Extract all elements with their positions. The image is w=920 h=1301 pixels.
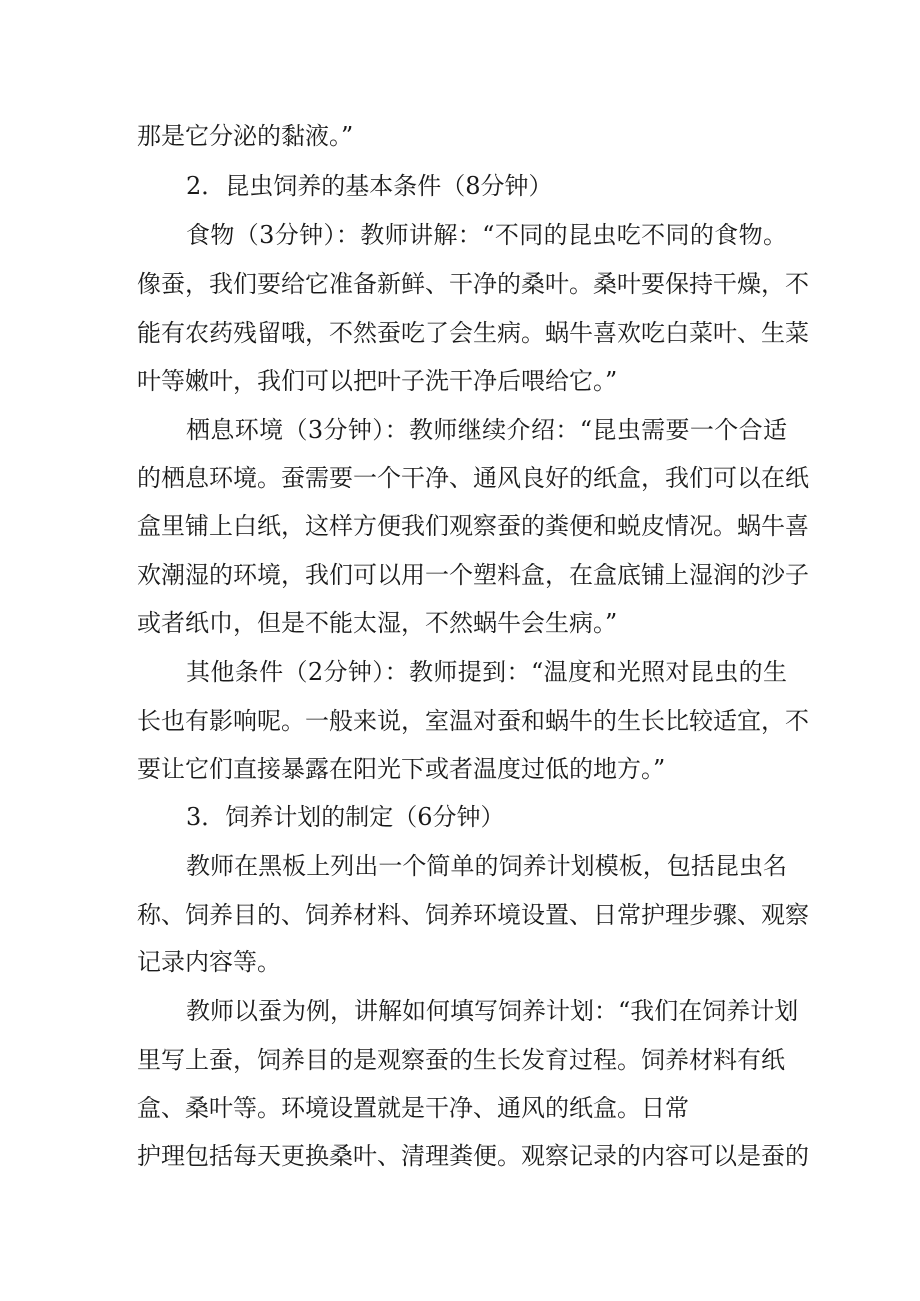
text-line: 或者纸巾，但是不能太湿，不然蜗牛会生病。” <box>137 609 618 637</box>
text-line: 盒、桑叶等。环境设置就是干净、通风的纸盒。日常 <box>137 1094 689 1122</box>
text-line: 要让它们直接暴露在阳光下或者温度过低的地方。” <box>137 755 666 783</box>
text-line: 盒里铺上白纸，这样方便我们观察蚕的粪便和蜕皮情况。蜗牛喜 <box>137 512 809 540</box>
text-line: 护理包括每天更换桑叶、清理粪便。观察记录的内容可以是蚕的 <box>137 1142 809 1170</box>
text-line: 像蚕，我们要给它准备新鲜、干净的桑叶。桑叶要保持干燥，不 <box>137 270 809 298</box>
text-line: 欢潮湿的环境，我们可以用一个塑料盒，在盒底铺上湿润的沙子 <box>137 561 809 589</box>
text-line: 那是它分泌的黏液。” <box>137 122 354 150</box>
text-line: 栖息环境（3分钟）：教师继续介绍：“昆虫需要一个合适 <box>186 416 787 444</box>
text-line: 称、饲养目的、饲养材料、饲养环境设置、日常护理步骤、观察 <box>137 901 809 929</box>
text-line: 教师在黑板上列出一个简单的饲养计划模板，包括昆虫名 <box>186 852 787 880</box>
text-line: 长也有影响呢。一般来说，室温对蚕和蜗牛的生长比较适宜，不 <box>137 707 809 735</box>
text-line: 的栖息环境。蚕需要一个干净、通风良好的纸盒，我们可以在纸 <box>137 464 809 492</box>
text-line: 其他条件（2分钟）：教师提到：“温度和光照对昆虫的生 <box>186 658 787 686</box>
text-line: 教师以蚕为例，讲解如何填写饲养计划：“我们在饲养计划 <box>186 997 799 1025</box>
text-line: 能有农药残留哦，不然蚕吃了会生病。蜗牛喜欢吃白菜叶、生菜 <box>137 319 809 347</box>
section-heading: 3．饲养计划的制定（6分钟） <box>186 803 505 831</box>
text-line: 里写上蚕，饲养目的是观察蚕的生长发育过程。饲养材料有纸 <box>137 1046 785 1074</box>
text-line: 叶等嫩叶，我们可以把叶子洗干净后喂给它。” <box>137 367 618 395</box>
text-line: 食物（3分钟）：教师讲解：“不同的昆虫吃不同的食物。 <box>186 221 787 249</box>
text-line: 记录内容等。 <box>137 948 281 976</box>
section-heading: 2．昆虫饲养的基本条件（8分钟） <box>186 172 553 200</box>
